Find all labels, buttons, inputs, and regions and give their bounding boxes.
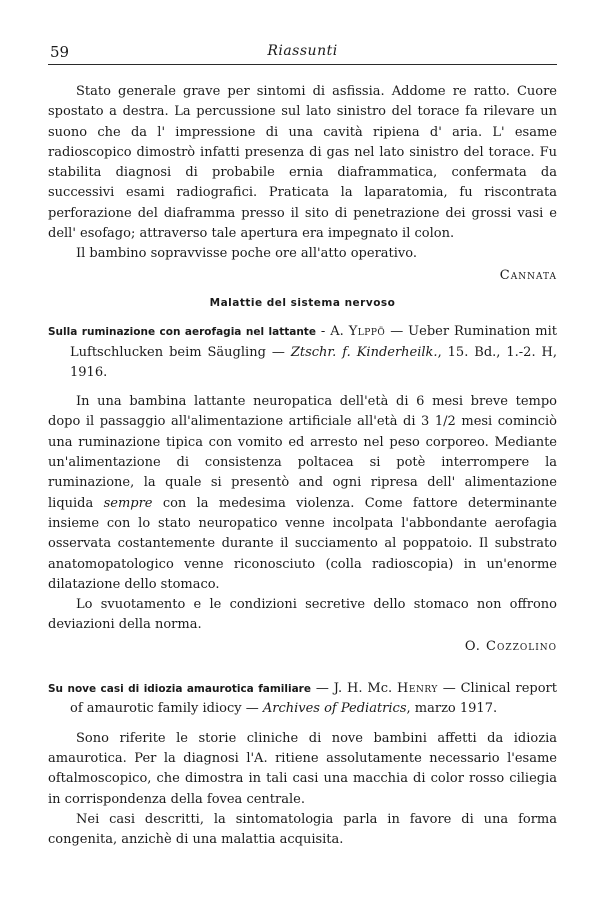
text-span: con la medesima violenza. Come fattore determinante insieme con lo stato neuropatico venne incolpata l'abbondante aerofagia osservata costantemente durante il succiamento al poppatoio. Il substrato anatomopatologico venne riconosciuto (colla radioscopia) in un'enorme dilatazione dello stomaco. <box>48 495 558 592</box>
running-title: Riassunti <box>267 43 338 59</box>
article-author: Ylppö <box>348 324 386 340</box>
fraction: 1/2 <box>434 414 456 430</box>
article-reference: — Ueber Rumination mit Luftschlucken beim Säugling — <box>70 324 558 360</box>
outcome-paragraph: Il bambino sopravvisse poche ore all'atto operativo. <box>76 246 417 262</box>
article-paragraph: Lo svuotamento e le condizioni secretive dello stomaco non offrono deviazioni della norma. <box>48 597 557 633</box>
article-title: Su nove casi di idiozia amaurotica familiare <box>48 683 311 696</box>
italic-word: sempre <box>103 495 153 511</box>
article-author: Henry <box>397 681 438 697</box>
text-span: mesi cominciò una ruminazione tipica con vomito ed arresto nel peso corporeo. Mediante un'alimentazione di consistenza poltacea si potè interrompere la ruminazione, la quale si presentò and ogni ripresa dell' alimentazione liquida <box>48 414 557 511</box>
article-heading <box>48 322 557 383</box>
article-title: Sulla ruminazione con aerofagia nel lattante <box>48 326 316 339</box>
article-separator: — J. H. Mc. <box>310 681 398 697</box>
page-header <box>48 40 557 65</box>
page-number: 59 <box>50 43 70 61</box>
article-separator: - A. <box>315 324 349 340</box>
author-signature: Cannata <box>499 267 557 283</box>
journal-name: Ztschr. f. Kinderheilk. <box>290 344 438 360</box>
article-reference: — Clinical report of amaurotic family idiocy — <box>70 681 557 717</box>
continued-paragraph: Stato generale grave per sintomi di asfissia. Addome re ratto. Cuore spostato a destra. La percussione sul lato sinistro del torace fa rilevare un suono che da l' impressione di una cavità ripiena d' aria. L' esame radioscopico dimostrò infatti presenza di gas nel lato sinistro del torace. Fu stabilita diagnosi di probabile ernia diaframmatica, confermata da successivi esami radiografici. Praticata la laparatomia, fu riscontrata perforazione del diaframma presso il sito di penetrazione dei grossi vasi e dell' esofago; attraverso tale apertura era impegnato il colon. <box>48 84 557 242</box>
author-signature: O. Cozzolino <box>464 638 557 654</box>
article-paragraph <box>48 392 557 595</box>
article-paragraph: Sono riferite le storie cliniche di nove bambini affetti da idiozia amaurotica. Per la diagnosi l'A. ritiene assolutamente necessario l'esame oftalmoscopico, che dimostra in tali casi una macchia di color rosso ciliegia in corrispondenza della fovea centrale. <box>48 730 557 807</box>
journal-name: Archives of Pediatrics <box>262 701 407 717</box>
text-span: In una bambina lattante neuropatica dell'età di 6 mesi breve tempo dopo il passaggio all'alimentazione artificiale all'età di 3 <box>48 394 557 430</box>
section-heading: Malattie del sistema nervoso <box>209 296 396 309</box>
article-paragraph: Nei casi descritti, la sintomatologia parla in favore di una forma congenita, anzichè di una malattia acquisita. <box>48 811 557 848</box>
article-heading <box>48 679 557 720</box>
page-body <box>48 82 557 850</box>
reference-tail: , marzo 1917. <box>406 701 498 717</box>
reference-tail: , 15. Bd., 1.-2. H, 1916. <box>70 344 558 380</box>
